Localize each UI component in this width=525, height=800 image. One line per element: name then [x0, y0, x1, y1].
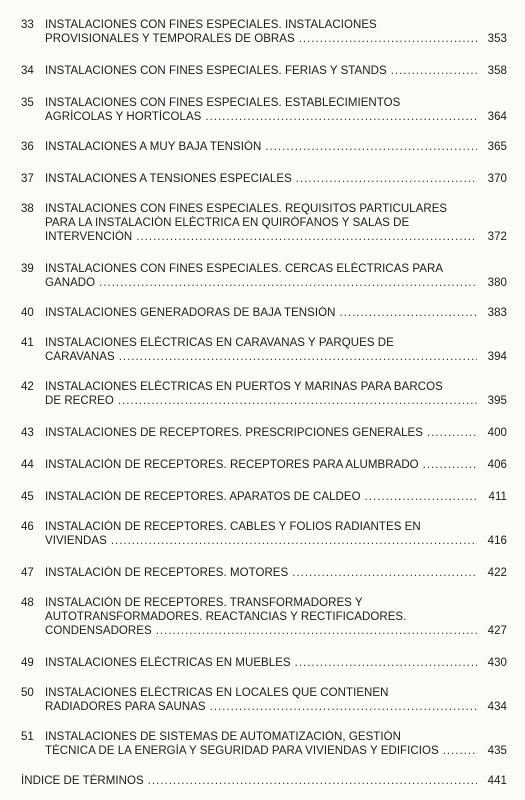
entry-last-line [45, 306, 507, 320]
entry-text [45, 96, 507, 124]
entry-last-line [45, 394, 507, 408]
entry-text [45, 566, 507, 580]
entry-title-line: INSTALACIÓN DE RECEPTORES. CABLES Y FOLIOS RADIANTES EN [45, 521, 421, 533]
entry-last-line [45, 700, 507, 714]
entry-title-line: INSTALACIONES CON FINES ESPECIALES. REQUISITOS PARTICULARES [45, 203, 448, 215]
entry-title-line: PROVISIONALES Y TEMPORALES DE OBRAS [45, 33, 295, 45]
page-number: 400 [487, 427, 507, 439]
entry-last-line [45, 276, 507, 290]
entry-title-line: GANADO [45, 277, 96, 289]
dot-leader [119, 350, 477, 364]
chapter-number: 44 [21, 459, 34, 471]
entry-text [45, 64, 507, 78]
page-number: 372 [487, 231, 507, 243]
page-number: 434 [487, 701, 507, 713]
dot-leader [156, 624, 477, 638]
entry-title-line: INSTALACIONES CON FINES ESPECIALES. ESTABLECIMIENTOS [45, 97, 401, 109]
entry-title-line: INSTALACIONES ELÉCTRICAS EN CARAVANAS Y PARQUES DE [45, 337, 394, 349]
entry-last-line [45, 458, 507, 472]
entry-title-line: INSTALACIONES ELÉCTRICAS EN LOCALES QUE CONTIENEN [45, 687, 389, 699]
page-number: 370 [487, 173, 507, 185]
dot-leader [118, 394, 477, 408]
dot-leader [205, 110, 477, 124]
entry-last-line [45, 744, 507, 758]
entry-text [45, 380, 507, 408]
chapter-number: 43 [21, 427, 34, 439]
entry-last-line [45, 64, 507, 78]
dot-leader [299, 32, 477, 46]
dot-leader [296, 172, 477, 186]
entry-title-line: CARAVANAS [45, 351, 115, 363]
entry-title-line: AUTOTRANSFORMADORES. REACTANCIAS Y RECTIFICADORES. [45, 611, 407, 623]
entry-last-line [45, 110, 507, 124]
chapter-number: 39 [21, 263, 34, 275]
entry-last-line [45, 624, 507, 638]
page-number: 422 [487, 567, 507, 579]
entry-text [45, 172, 507, 186]
entry-text [45, 656, 507, 670]
page-number: 411 [488, 491, 507, 503]
dot-leader [427, 426, 477, 440]
entry-last-line [45, 172, 507, 186]
entry-last-line [45, 566, 507, 580]
page-number: 430 [487, 657, 507, 669]
page-number: 364 [487, 111, 507, 123]
entry-title-line: INSTALACIÓN DE RECEPTORES. TRANSFORMADORES Y [45, 597, 363, 609]
page-number: 383 [487, 307, 507, 319]
chapter-number: 46 [21, 521, 34, 533]
entry-title-line: CONDENSADORES [45, 625, 152, 637]
dot-leader [443, 744, 477, 758]
entry-last-line [45, 350, 507, 364]
dot-leader [295, 656, 477, 670]
entry-title-line: PARA LA INSTALACIÓN ELÉCTRICA EN QUIRÓFANOS Y SALAS DE [45, 217, 410, 229]
entry-title-line: INSTALACIÓN DE RECEPTORES. MOTORES [45, 567, 289, 579]
entry-text [45, 202, 507, 244]
entry-text [45, 686, 507, 714]
chapter-number: 45 [21, 491, 34, 503]
chapter-number: 34 [21, 65, 34, 77]
page-number: 358 [487, 65, 507, 77]
entry-text [45, 490, 507, 504]
entry-last-line [45, 230, 507, 244]
entry-title-line: VIVIENDAS [45, 535, 107, 547]
entry-title-line: INSTALACIONES ELÉCTRICAS EN MUEBLES [45, 657, 291, 669]
entry-title-line: INSTALACIÓN DE RECEPTORES. APARATOS DE CALDEO [45, 491, 361, 503]
chapter-number: 37 [21, 173, 34, 185]
entry-title-line: INSTALACIONES ELÉCTRICAS EN PUERTOS Y MARINAS PARA BARCOS [45, 381, 443, 393]
chapter-number: 47 [21, 567, 34, 579]
dot-leader [365, 490, 477, 504]
chapter-number: 48 [21, 597, 34, 609]
entry-text [45, 306, 507, 320]
entry-text [45, 730, 507, 758]
dot-leader [210, 700, 477, 714]
dot-leader [136, 230, 477, 244]
entry-title-line: TÉCNICA DE LA ENERGÍA Y SEGURIDAD PARA VIVIENDAS Y EDIFICIOS [45, 745, 439, 757]
index-label: ÍNDICE DE TÉRMINOS [21, 775, 144, 787]
entry-title-line: DE RECREO [45, 395, 114, 407]
dot-leader [423, 458, 477, 472]
entry-last-line [45, 656, 507, 670]
dot-leader [339, 306, 477, 320]
page-number: 365 [487, 141, 507, 153]
entry-title-line: INSTALACIONES CON FINES ESPECIALES. CERCAS ELÉCTRICAS PARA [45, 263, 444, 275]
page-number: 441 [487, 775, 507, 787]
entry-last-line [45, 140, 507, 154]
chapter-number: 42 [21, 381, 34, 393]
page-number: 353 [487, 33, 507, 45]
entry-last-line [45, 32, 507, 46]
chapter-number: 50 [21, 687, 34, 699]
entry-text [45, 336, 507, 364]
entry-text [45, 140, 507, 154]
entry-title-line: INSTALACIONES CON FINES ESPECIALES. FERIAS Y STANDS [45, 65, 387, 77]
entry-title-line: AGRÍCOLAS Y HORTÍCOLAS [45, 111, 202, 123]
page-number: 416 [487, 535, 507, 547]
chapter-number: 35 [21, 97, 34, 109]
page-number: 380 [487, 277, 507, 289]
entry-last-line [45, 490, 507, 504]
entry-text [45, 458, 507, 472]
entry-text [45, 426, 507, 440]
chapter-number: 38 [21, 203, 34, 215]
entry-title-line: INSTALACIONES A MUY BAJA TENSIÓN [45, 141, 262, 153]
chapter-number: 41 [21, 337, 34, 349]
entry-title-line: INTERVENCIÓN [45, 231, 133, 243]
entry-title-line: INSTALACIONES DE SISTEMAS DE AUTOMATIZACIÓN, GESTIÓN [45, 731, 401, 743]
entry-title-line: INSTALACIONES CON FINES ESPECIALES. INSTALACIONES [45, 19, 377, 31]
chapter-number: 36 [21, 141, 34, 153]
entry-text [45, 18, 507, 46]
chapter-number: 33 [21, 19, 34, 31]
page-number: 395 [487, 395, 507, 407]
dot-leader [148, 774, 477, 788]
dot-leader [111, 534, 477, 548]
entry-last-line [45, 426, 507, 440]
entry-title-line: INSTALACIÓN DE RECEPTORES. RECEPTORES PARA ALUMBRADO [45, 459, 419, 471]
chapter-number: 51 [21, 731, 34, 743]
entry-title-line: INSTALACIONES GENERADORAS DE BAJA TENSIÓN [45, 307, 336, 319]
dot-leader [265, 140, 477, 154]
dot-leader [391, 64, 477, 78]
entry-text [45, 262, 507, 290]
entry-title-line: INSTALACIONES DE RECEPTORES. PRESCRIPCIONES GENERALES [45, 427, 423, 439]
entry-last-line [21, 774, 507, 788]
page-number: 427 [487, 625, 507, 637]
entry-title-line: RADIADORES PARA SAUNAS [45, 701, 206, 713]
page-number: 406 [487, 459, 507, 471]
entry-text [45, 596, 507, 638]
chapter-number: 49 [21, 657, 34, 669]
dot-leader [99, 276, 477, 290]
page-number: 394 [487, 351, 507, 363]
chapter-number: 40 [21, 307, 34, 319]
dot-leader [292, 566, 477, 580]
entry-last-line [45, 534, 507, 548]
entry-title-line: INSTALACIONES A TENSIONES ESPECIALES [45, 173, 292, 185]
entry-text [21, 774, 507, 788]
page-number: 435 [487, 745, 507, 757]
entry-text [45, 520, 507, 548]
